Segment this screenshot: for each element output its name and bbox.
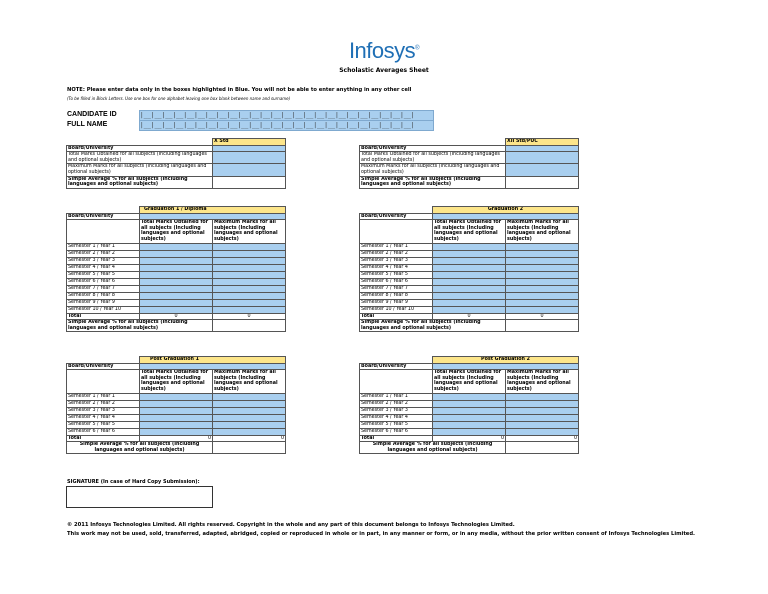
xii-std-max-input[interactable]	[506, 164, 579, 176]
total-input[interactable]	[433, 407, 506, 414]
total-input[interactable]	[433, 421, 506, 428]
row-label: Semester 9 / Year 9	[360, 299, 433, 306]
total-input[interactable]	[140, 292, 213, 299]
max-input[interactable]	[213, 271, 286, 278]
total-input[interactable]	[433, 292, 506, 299]
blank-cell	[360, 370, 433, 393]
row-label: Semester 1 / Year 1	[67, 243, 140, 250]
table-row	[67, 428, 286, 435]
table-row	[67, 393, 286, 400]
x-std-max-input[interactable]	[213, 164, 286, 176]
row-label: Semester 2 / Year 2	[360, 250, 433, 257]
copyright-notice: © 2011 Infosys Technologies Limited. All rights reserved. Copyright in the whole and any part of this document belongs to Infosys Technologies Limited.	[67, 522, 515, 528]
table-row	[67, 250, 286, 257]
total-input[interactable]	[433, 393, 506, 400]
max-input[interactable]	[506, 428, 579, 435]
row-label: Semester 3 / Year 3	[67, 257, 140, 264]
max-input[interactable]	[506, 421, 579, 428]
total-input[interactable]	[140, 243, 213, 250]
total-input[interactable]	[433, 299, 506, 306]
table-row	[67, 278, 286, 285]
board-label: Board/University	[360, 145, 506, 152]
row-label: Semester 7 / Year 7	[67, 285, 140, 292]
instruction-note: NOTE: Please enter data only in the boxes highlighted in Blue. You will not be able to enter anything in any other cell	[67, 87, 412, 93]
post-graduation-2-table	[359, 356, 579, 454]
col-max-marks: Maximum Marks for all subjects (Including languages and optional subjects)	[506, 370, 579, 393]
total-input[interactable]	[140, 414, 213, 421]
table-row	[67, 407, 286, 414]
table-row	[360, 306, 579, 313]
max-marks-label: Maximum Marks for all subjects (Including languages and optional subjects)	[67, 164, 213, 176]
total-value: 0	[433, 313, 506, 320]
graduation-2-board-input[interactable]	[433, 213, 579, 220]
table-row	[360, 299, 579, 306]
col-total-marks: Total Marks Obtained for all subjects (Including languages and optional subjects)	[140, 370, 213, 393]
table-row	[360, 400, 579, 407]
col-total-marks: Total Marks Obtained for all subjects (Including languages and optional subjects)	[433, 220, 506, 243]
total-value: 0	[433, 435, 506, 442]
table-row	[67, 299, 286, 306]
row-label: Semester 4 / Year 4	[67, 414, 140, 421]
col-max-marks: Maximum Marks for all subjects (Including languages and optional subjects)	[506, 220, 579, 243]
max-input[interactable]	[213, 285, 286, 292]
semester-rows	[360, 393, 579, 435]
signature-label: SIGNATURE (In case of Hard Copy Submission):	[67, 479, 200, 485]
average-label: Simple Average % for all subjects (Including languages and optional subjects)	[67, 176, 213, 188]
row-label: Semester 1 / Year 1	[360, 393, 433, 400]
x-std-board-input[interactable]	[213, 145, 286, 152]
table-row	[360, 414, 579, 421]
post-graduation-2-header: Post Graduation 2	[433, 357, 579, 364]
row-label: Semester 3 / Year 3	[360, 407, 433, 414]
total-input[interactable]	[433, 428, 506, 435]
max-input[interactable]	[213, 250, 286, 257]
total-input[interactable]	[433, 257, 506, 264]
total-input[interactable]	[140, 285, 213, 292]
max-value: 0	[506, 313, 579, 320]
row-label: Semester 2 / Year 2	[67, 250, 140, 257]
total-input[interactable]	[433, 285, 506, 292]
total-input[interactable]	[433, 278, 506, 285]
row-label: Semester 6 / Year 6	[360, 278, 433, 285]
total-input[interactable]	[433, 264, 506, 271]
blank-cell	[67, 220, 140, 243]
row-label: Semester 10 / Year 10	[360, 306, 433, 313]
board-label: Board/University	[360, 213, 433, 220]
table-row	[360, 393, 579, 400]
average-label: Simple Average % for all subjects (Including languages and optional subjects)	[67, 442, 213, 454]
signature-box[interactable]	[66, 486, 213, 508]
post-graduation-1-header: Post Graduation 1	[140, 357, 286, 364]
total-input[interactable]	[433, 414, 506, 421]
full-name-label: FULL NAME	[67, 121, 108, 128]
graduation-2-table	[359, 206, 579, 332]
xii-std-table	[359, 138, 579, 189]
max-input[interactable]	[506, 400, 579, 407]
xii-std-average-value	[506, 176, 579, 188]
row-label: Semester 2 / Year 2	[67, 400, 140, 407]
max-input[interactable]	[213, 243, 286, 250]
col-total-marks: Total Marks Obtained for all subjects (Including languages and optional subjects)	[140, 220, 213, 243]
average-label: Simple Average % for all subjects (Including languages and optional subjects)	[360, 442, 506, 454]
xii-std-header: XII Std/PUC	[506, 139, 579, 146]
row-label: Semester 4 / Year 4	[360, 264, 433, 271]
pg1-board-input[interactable]	[140, 363, 286, 370]
table-row	[67, 421, 286, 428]
max-input[interactable]	[213, 306, 286, 313]
average-value	[506, 320, 579, 332]
max-input[interactable]	[506, 393, 579, 400]
max-marks-label: Maximum Marks for all subjects (Including languages and optional subjects)	[360, 164, 506, 176]
total-input[interactable]	[433, 271, 506, 278]
row-label: Semester 4 / Year 4	[67, 264, 140, 271]
total-input[interactable]	[140, 278, 213, 285]
total-input[interactable]	[140, 421, 213, 428]
table-row	[67, 400, 286, 407]
average-label: Simple Average % for all subjects (Including languages and optional subjects)	[67, 320, 213, 332]
pg2-board-input[interactable]	[433, 363, 579, 370]
blank-cell	[67, 370, 140, 393]
row-label: Semester 5 / Year 5	[67, 271, 140, 278]
total-value: 0	[140, 435, 213, 442]
row-label: Semester 3 / Year 3	[360, 257, 433, 264]
table-row	[67, 285, 286, 292]
max-input[interactable]	[506, 306, 579, 313]
row-label: Semester 8 / Year 8	[67, 292, 140, 299]
total-input[interactable]	[433, 400, 506, 407]
max-input[interactable]	[506, 407, 579, 414]
semester-rows	[360, 243, 579, 313]
x-std-total-input[interactable]	[213, 152, 286, 164]
max-input[interactable]	[213, 292, 286, 299]
x-std-table	[66, 138, 286, 189]
max-input[interactable]	[506, 278, 579, 285]
row-label: Semester 6 / Year 6	[67, 278, 140, 285]
total-marks-label: Total Marks Obtained for all subjects (Including languages and optional subjects)	[360, 152, 506, 164]
total-label: Total	[67, 313, 140, 320]
total-value: 0	[140, 313, 213, 320]
total-marks-label: Total Marks Obtained for all subjects (Including languages and optional subjects)	[67, 152, 213, 164]
max-input[interactable]	[213, 414, 286, 421]
max-input[interactable]	[506, 299, 579, 306]
total-input[interactable]	[140, 299, 213, 306]
row-label: Semester 8 / Year 8	[360, 292, 433, 299]
max-value: 0	[213, 313, 286, 320]
average-value	[213, 442, 286, 454]
board-label: Board/University	[67, 213, 140, 220]
total-input[interactable]	[140, 407, 213, 414]
col-max-marks: Maximum Marks for all subjects (Including languages and optional subjects)	[213, 370, 286, 393]
row-label: Semester 3 / Year 3	[67, 407, 140, 414]
table-row	[360, 264, 579, 271]
max-input[interactable]	[506, 292, 579, 299]
graduation-1-board-input[interactable]	[140, 213, 286, 220]
board-label: Board/University	[360, 363, 433, 370]
max-input[interactable]	[506, 250, 579, 257]
average-label: Simple Average % for all subjects (Including languages and optional subjects)	[360, 176, 506, 188]
table-row	[67, 243, 286, 250]
total-input[interactable]	[433, 250, 506, 257]
row-label: Semester 5 / Year 5	[360, 271, 433, 278]
total-input[interactable]	[433, 306, 506, 313]
max-value: 0	[213, 435, 286, 442]
total-input[interactable]	[140, 400, 213, 407]
infosys-logo: Infosys®	[348, 38, 420, 63]
blank-cell	[360, 220, 433, 243]
table-row	[67, 306, 286, 313]
row-label: Semester 1 / Year 1	[67, 393, 140, 400]
board-label: Board/University	[67, 145, 213, 152]
total-input[interactable]	[140, 306, 213, 313]
graduation-1-table	[66, 206, 286, 332]
row-label: Semester 4 / Year 4	[360, 414, 433, 421]
xii-std-board-input[interactable]	[506, 145, 579, 152]
max-input[interactable]	[213, 421, 286, 428]
row-label: Semester 5 / Year 5	[360, 421, 433, 428]
row-label: Semester 5 / Year 5	[67, 421, 140, 428]
row-label: Semester 6 / Year 6	[360, 428, 433, 435]
candidate-id-label: CANDIDATE ID	[67, 111, 117, 118]
xii-std-total-input[interactable]	[506, 152, 579, 164]
max-input[interactable]	[506, 257, 579, 264]
table-row	[360, 271, 579, 278]
total-input[interactable]	[433, 243, 506, 250]
board-label: Board/University	[67, 363, 140, 370]
row-label: Semester 6 / Year 6	[67, 428, 140, 435]
full-name-input[interactable]: |__|__|__|__|__|__|__|__|__|__|__|__|__|__|__|__|__|__|__|__|__|__|__|__|__|	[139, 120, 434, 131]
semester-rows	[67, 393, 286, 435]
table-row	[67, 271, 286, 278]
table-row	[67, 264, 286, 271]
post-graduation-1-table	[66, 356, 286, 454]
table-row	[360, 285, 579, 292]
total-label: Total	[67, 435, 140, 442]
col-max-marks: Maximum Marks for all subjects (Including languages and optional subjects)	[213, 220, 286, 243]
table-row	[67, 414, 286, 421]
average-value	[506, 442, 579, 454]
total-input[interactable]	[140, 257, 213, 264]
average-value	[213, 320, 286, 332]
semester-rows	[67, 243, 286, 313]
table-row	[360, 407, 579, 414]
average-label: Simple Average % for all subjects (Including languages and optional subjects)	[360, 320, 506, 332]
row-label: Semester 2 / Year 2	[360, 400, 433, 407]
page-title: Scholastic Averages Sheet	[339, 67, 429, 74]
max-input[interactable]	[213, 407, 286, 414]
table-row	[360, 428, 579, 435]
max-input[interactable]	[506, 243, 579, 250]
x-std-header: X Std	[213, 139, 286, 146]
max-input[interactable]	[213, 264, 286, 271]
max-input[interactable]	[506, 264, 579, 271]
max-input[interactable]	[213, 299, 286, 306]
graduation-2-header: Graduation 2	[433, 207, 579, 214]
row-label: Semester 1 / Year 1	[360, 243, 433, 250]
max-input[interactable]	[213, 257, 286, 264]
max-value: 0	[506, 435, 579, 442]
graduation-1-header: Graduation 1 / Diploma	[140, 207, 286, 214]
total-input[interactable]	[140, 428, 213, 435]
table-row	[360, 421, 579, 428]
table-row	[360, 292, 579, 299]
table-row	[67, 257, 286, 264]
row-label: Semester 9 / Year 9	[67, 299, 140, 306]
instruction-subnote: (To be filled in Block Letters. Use one box for one alphabet leaving one box blank between name and surname)	[67, 96, 291, 101]
total-label: Total	[360, 435, 433, 442]
table-row	[360, 243, 579, 250]
max-input[interactable]	[213, 393, 286, 400]
table-row	[360, 250, 579, 257]
row-label: Semester 10 / Year 10	[67, 306, 140, 313]
total-input[interactable]	[140, 264, 213, 271]
usage-notice: This work may not be used, sold, transferred, adapted, abridged, copied or reproduced in whole or in part, in any manner or form, or in any media, without the prior written consent of Infosys Technologies Limited.	[67, 531, 696, 537]
total-input[interactable]	[140, 250, 213, 257]
col-total-marks: Total Marks Obtained for all subjects (Including languages and optional subjects)	[433, 370, 506, 393]
table-row	[67, 292, 286, 299]
total-input[interactable]	[140, 393, 213, 400]
max-input[interactable]	[506, 285, 579, 292]
max-input[interactable]	[213, 278, 286, 285]
total-input[interactable]	[140, 271, 213, 278]
max-input[interactable]	[213, 400, 286, 407]
x-std-average-value	[213, 176, 286, 188]
max-input[interactable]	[213, 428, 286, 435]
candidate-id-input[interactable]: |__|__|__|__|__|__|__|__|__|__|__|__|__|__|__|__|__|__|__|__|__|__|__|__|__|	[139, 110, 434, 121]
table-row	[360, 257, 579, 264]
max-input[interactable]	[506, 271, 579, 278]
total-label: Total	[360, 313, 433, 320]
max-input[interactable]	[506, 414, 579, 421]
row-label: Semester 7 / Year 7	[360, 285, 433, 292]
table-row	[360, 278, 579, 285]
